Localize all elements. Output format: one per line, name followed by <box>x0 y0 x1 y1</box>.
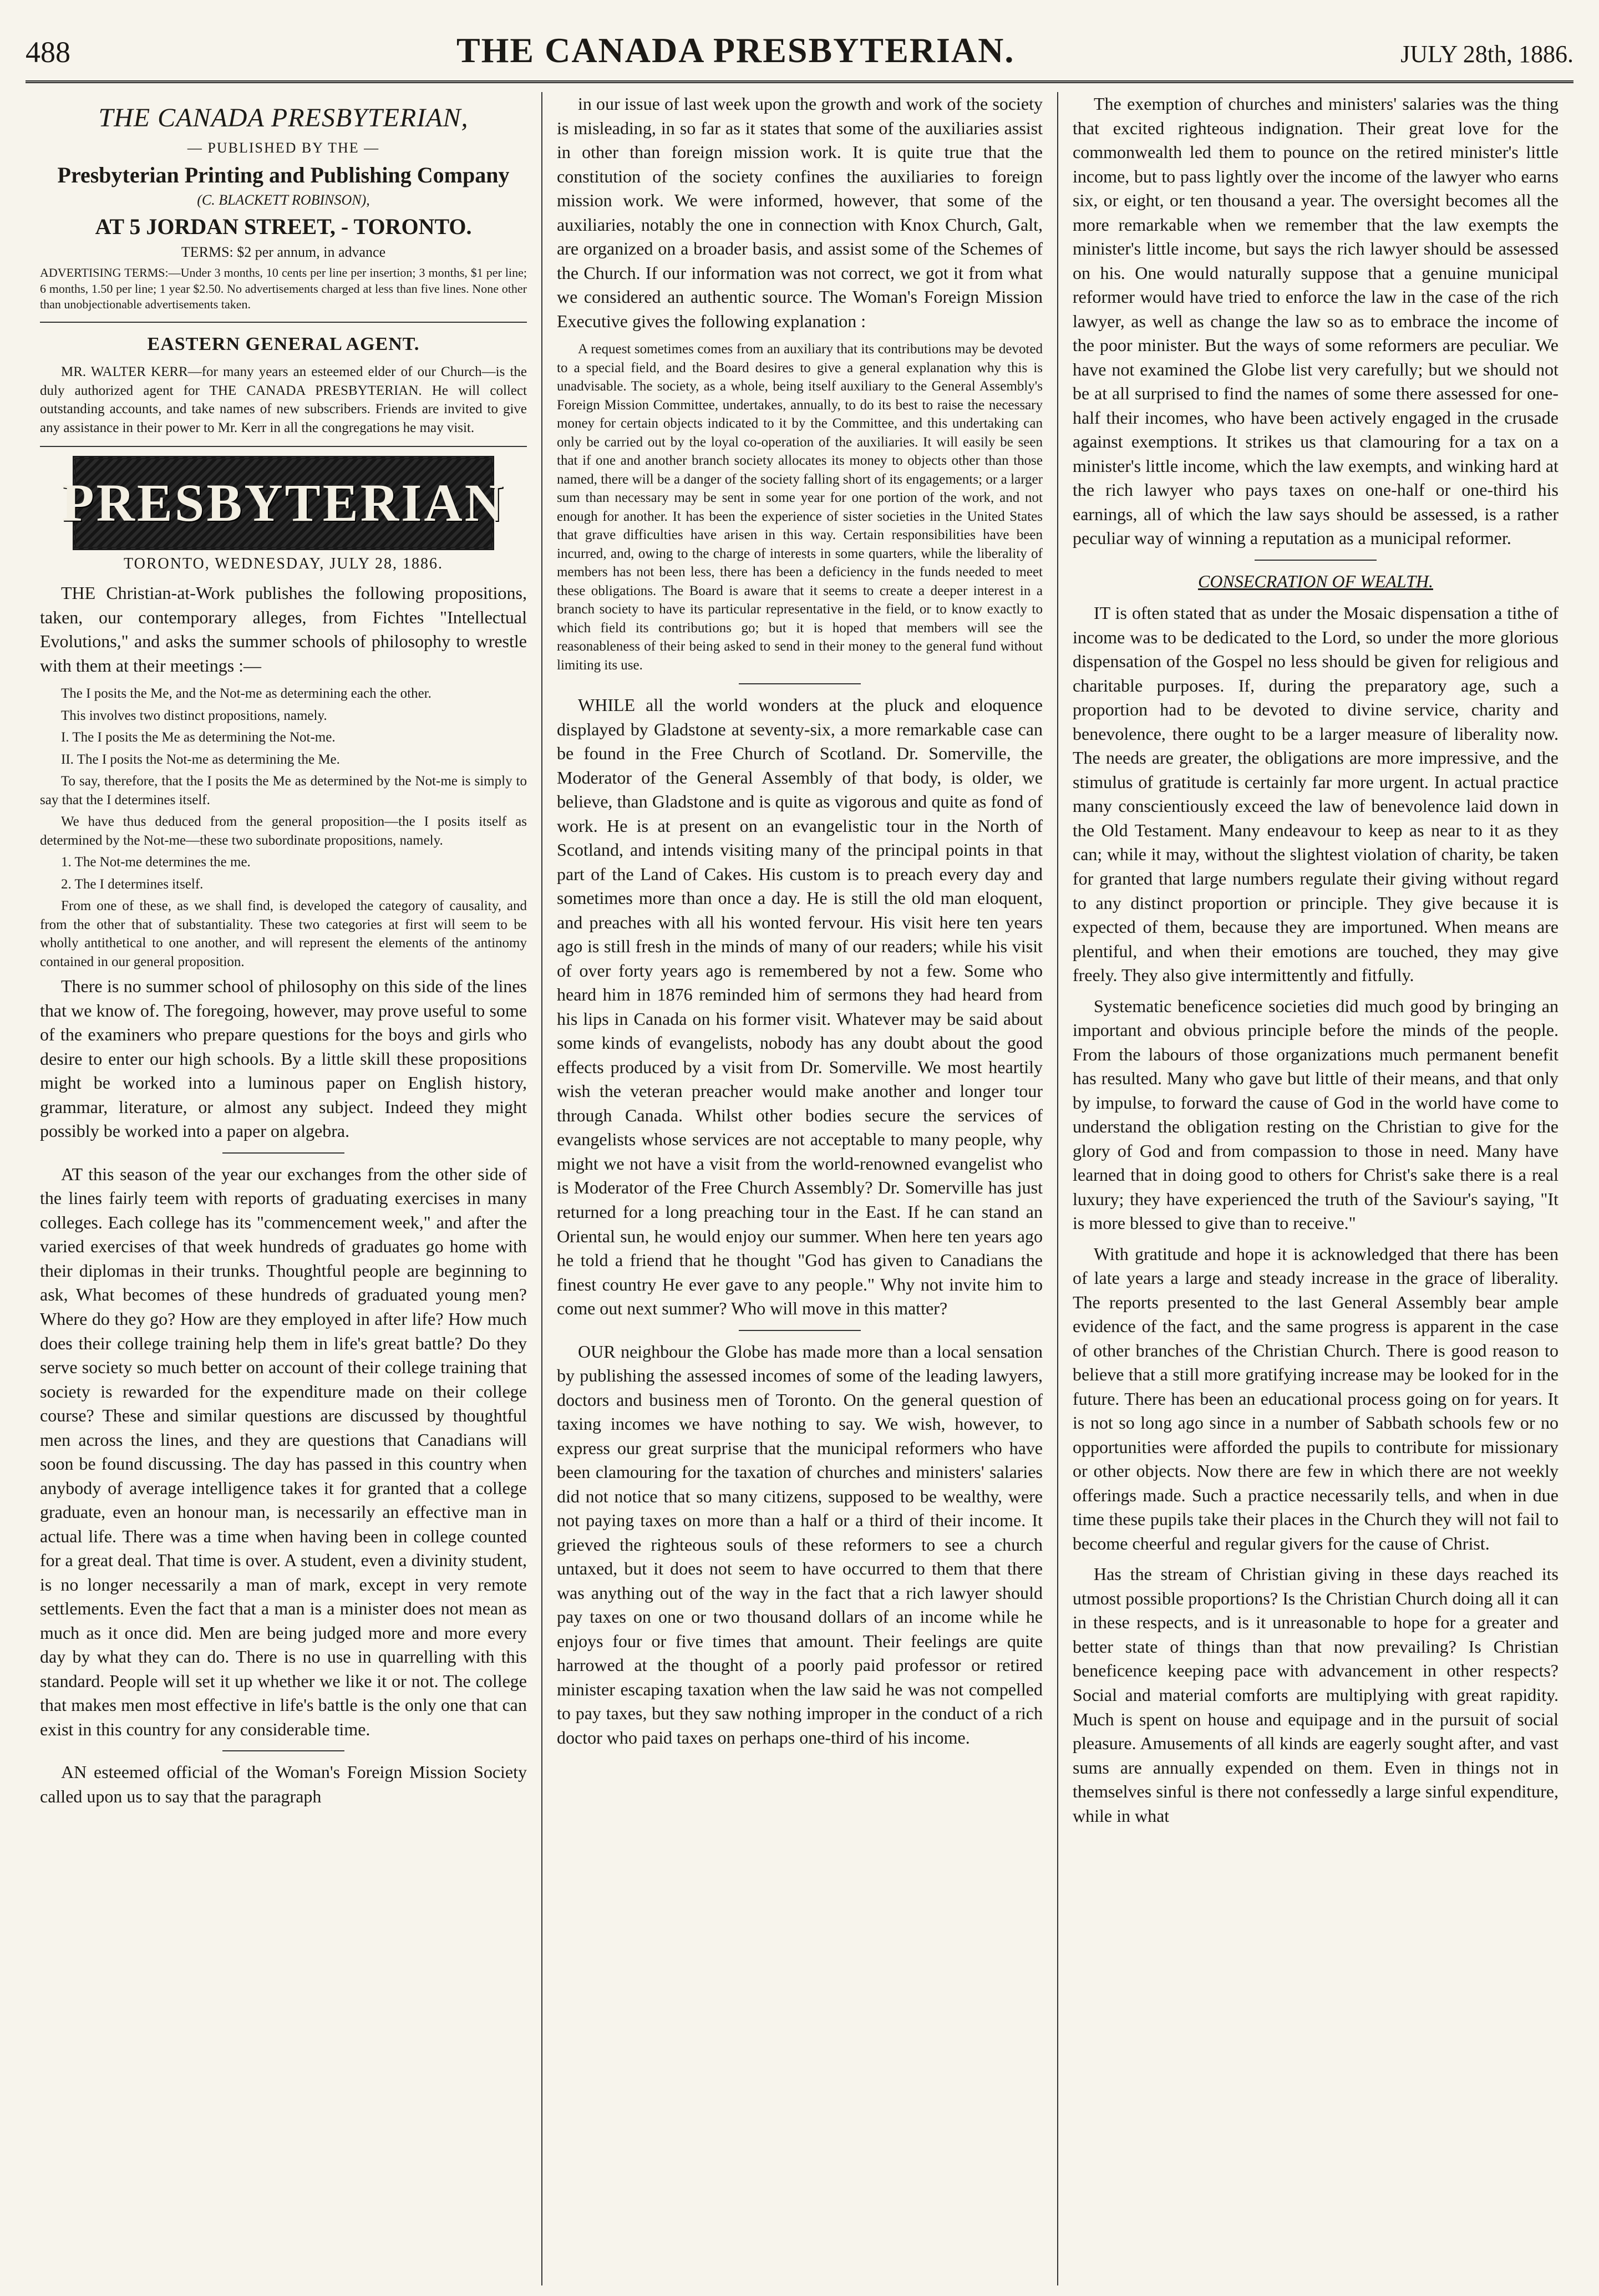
article-fichte-intro: THE Christian-at-Work publishes the following propositions, taken, our contemporary alleges, from Fichtes "Intellectual Evolutions," and asks the summer schools of philosophy to wrestle with them at their meetings :— <box>40 583 527 675</box>
running-title: THE CANADA PRESBYTERIAN. <box>456 31 1015 70</box>
quote-line: The I posits the Me, and the Not-me as determining each the other. <box>61 686 432 702</box>
article-graduates: AT this season of the year our exchanges from the other side of the lines fairly teem with reports of graduating exercises in many colleges. Each college has its "commencement week," and after the varied exercises of that week hundreds of graduates go home with their diplomas in their trunks. Thoughtful people are beginning to ask, What becomes of these hundreds of graduated young men? Where do they go? How are they employed in after life? How much does their college training help them in life's great battle? Do they serve society so much better on account of their college training that society is rewarded for the expenditure made on their college course? These and similar questions are discussed by thoughtful men across the lines, and they are questions that Canadians will soon be found discussing. The day has passed in this country when anybody of average intelligence takes it for granted that a college graduate, even an honour man, is necessarily an effective man in actual life. There was a time when having been in college counted for a great deal. That time is over. A student, even a divinity student, is no longer necessarily a man of mark, except in very remote settlements. Even the fact that a man is a minister does not mean as much as it once did. Men are being judged more and more every day by what they can do. There is no use in quarrelling with this standard. People will set it up whether we like it or not. The college that makes men most effective in life's battle is the only one that can exist in this country for any considerable time. <box>40 1164 527 1739</box>
divider <box>1255 560 1377 561</box>
consecration-paragraph: Systematic beneficence societies did much good by bringing an important and obvious principle before the minds of the people. From the labours of those organizations much permanent benefit has resulted. Many who gave but little of their means, and that only by impulse, to forward the cause of God in the world have come to understand the obligation resting on the Christian to give for the glory of God and from compassion to those in need. Many have learned that in doing good to others for Christ's sake there is a real luxury; they have experienced the truth of the Saviour's saying, "It is more blessed to give than to receive." <box>1073 995 1559 1233</box>
consecration-paragraph: IT is often stated that as under the Mosaic dispensation a tithe of income was to be dedicated to the Lord, so under the more glorious dispensation of the Gospel no less should be given for religious and charitable purposes. If, during the preparatory age, such a proportion had to be devoted to divine service, charity and benevolence, there ought to be a larger measure of liberality now. The needs are greater, the obligations are more impressive, and the stimulus of gratitude is certainly far more urgent. In actual practice many conscientiously exceed the law of benevolence laid down in the Old Testament. Many endeavour to keep as near to it as they can; while it may, without the slightest violation of charity, be taken for granted that large numbers regulate their giving without regard to any distinct proportion or principle. They give because it is expected of them, because they are importuned. When means are plentiful, and when their emotions are touched, they may give freely. They also give intermittently and fitfully. <box>1073 603 1559 986</box>
article-wfms-quote <box>557 340 1043 674</box>
consecration-paragraph: Has the stream of Christian giving in these days reached its utmost possible proportions? Is the Christian Church doing all it can in these respects, and is it unreasonable to hope for a greater and better state of things than that now prevailing? Is Christian beneficence keeping pace with advancement in other respects? Social and material comforts are multiplying with great rapidity. Much is spent on house and equipage and in the pursuit of social pleasure. Amusements of all kinds are eagerly sought after, and vast sums are annually expended on them. Even in things not in themselves sinful is there not confessedly a large sinful expenditure, while in what <box>1073 1564 1559 1826</box>
consecration-paragraph: With gratitude and hope it is acknowledged that there has been of late years a large and steady increase in the grace of liberality. The reports presented to the last General Assembly bear ample evidence of the fact, and the same progress is apparent in the case of other branches of the Christian Church. There is good reason to believe that a still more gratifying increase may be looked for in the future. There has been an educational process going on for years. It is not so long ago since in a number of Sabbath schools few or no opportunities were afforded the pupils to contribute for missionary or other objects. Now there are few in which there are not weekly offerings made. Such a practice necessarily tells, and when in due time these pupils take their places in the Church they will not fail to become cheerful and regular givers for the cause of Christ. <box>1073 1243 1559 1553</box>
quote-line: 1. The Not-me determines the me. <box>61 855 251 870</box>
article-fichte <box>40 581 527 1144</box>
quote-line: We have thus deduced from the general proposition—the I posits itself as determined by the Not-me—these two subordinate propositions, namely. <box>40 814 527 848</box>
publisher-address: AT 5 JORDAN STREET, - TORONTO. <box>95 214 472 240</box>
quote-line: From one of these, as we shall find, is developed the category of causality, and from the other that of substantiality. These two categories at first will seem to be wholly antithetical to one another, and will represent the elements of the antinomy contained in our general proposition. <box>40 898 527 969</box>
article-wfms-cont: in our issue of last week upon the growth and work of the society is misleading, in so far as it states that some of the auxiliaries assist in other than foreign mission work. It is quite true that the constitution of the society confines the auxiliaries to foreign mission work. We were informed, however, that some of the auxiliaries, notably the one in connection with Knox Church, Galt, are organized on a broader basis, and assist some of the Schemes of the Church. If our information was not correct, we got it from what we considered an authentic source. The Woman's Foreign Mission Executive gives the following explanation : <box>557 94 1043 331</box>
quote-line: II. The I posits the Not-me as determining the Me. <box>61 751 340 767</box>
masthead-word: PRESBYTERIAN <box>61 473 506 532</box>
article-fichte-close: There is no summer school of philosophy on this side of the lines that we know of. The foregoing, however, may prove useful to some of the examiners who prepare questions for the boys and girls who desire to enter our high schools. By a little skill these propositions might be worked into a luminous paper on English history, grammar, literature, or almost any subject. Indeed they might possibly be worked into a paper on algebra. <box>40 976 527 1141</box>
issue-date: JULY 28th, 1886. <box>1400 40 1573 68</box>
advertising-terms: ADVERTISING TERMS:—Under 3 months, 10 cents per line per insertion; 3 months, $1 per line; 6 months, 1.50 per line; 1 year $2.50. No advertisements charged at less than five lines. None other than unobjectionable advertisements taken. <box>40 266 527 312</box>
quote-line: I. The I posits the Me as determining the Not-me. <box>61 730 336 745</box>
divider <box>40 322 527 323</box>
article-somerville: WHILE all the world wonders at the pluck and eloquence displayed by Gladstone at seventy-six, a more remarkable case can be found in the Free Church of Scotland. Dr. Somerville, the Moderator of the General Assembly of that body, is older, we believe, than Gladstone and is quite as vigorous and quite as fond of work. He is at present on an evangelistic tour in the North of Scotland, and intends visiting many of the principal points in that part of the Land of Cakes. His custom is to preach every day and sometimes more than once a day. He is still the old man eloquent, and preaches with all his wonted fervour. His visit here ten years ago is still fresh in the minds of many of our readers; while his visit of over forty years ago is remembered by not a few. Some who heard him in 1876 reminded him of sermons they had heard from his lips in Canada on his former visit. Whatever may be said about some kinds of evangelists, nobody has any doubt about the good effects produced by a visit from Dr. Somerville. We most heartily wish the veteran preacher would make another and longer tour through Canada. Whilst other bodies secure the services of evangelists whose services are not acceptable to many people, why might we not have a visit from the world-renowned evangelist who is Moderator of the Free Church Assembly? Dr. Somerville has just returned for a long preaching tour in the East. If he can stand an Oriental sun, he would enjoy our summer. When here ten years ago he told a friend that he thought "God has given to Canadians the finest country He ever gave to any people." Why not invite him to come out next summer? Who will move in this matter? <box>557 695 1043 1319</box>
consecration-heading: CONSECRATION OF WEALTH. <box>1198 571 1433 591</box>
columns <box>26 92 1573 2285</box>
divider <box>739 683 861 684</box>
divider <box>40 446 527 447</box>
running-head <box>26 30 1573 83</box>
article-fichte-quote <box>40 684 527 971</box>
subscription-terms: TERMS: $2 per annum, in advance <box>181 243 386 260</box>
quote-line: To say, therefore, that the I posits the Me as determined by the Not-me is simply to say that the I determines itself. <box>40 774 527 807</box>
divider <box>739 1330 861 1331</box>
dateline: TORONTO, WEDNESDAY, JULY 28, 1886. <box>124 555 443 573</box>
article-globe: OUR neighbour the Globe has made more than a local sensation by publishing the assessed incomes of some of the leading lawyers, doctors and business men of Toronto. On the general question of taxing incomes we have nothing to say. We wish, however, to express our great surprise that the municipal reformers who have been clamouring for the taxation of churches and ministers' salaries did not notice that so many citizens, supposed to be wealthy, were not paying taxes on more than a half or a third of their income. It grieved the righteous souls of these reformers to see a church untaxed, but it does not seem to have occurred to them that there was anything out of the way in the fact that a rich lawyer should pay taxes on one or two thousand dollars of an income while he enjoys four or five times that amount. Their feelings are quite harrowed at the thought of a poorly paid professor or retired minister escaping taxation when the law said he was not compelled to pay taxes, but they saw nothing improper in the conduct of a rich doctor who paid taxes on perhaps one-third of his income. <box>557 1341 1043 1748</box>
divider <box>222 1152 344 1154</box>
publisher-company: Presbyterian Printing and Publishing Company <box>57 162 510 187</box>
page-number: 488 <box>26 35 70 69</box>
agent-notice <box>40 363 527 437</box>
quote-line: 2. The I determines itself. <box>61 876 204 892</box>
quote-line: This involves two distinct propositions, namely. <box>61 708 327 723</box>
agent-heading: EASTERN GENERAL AGENT. <box>147 333 420 354</box>
agent-text: MR. WALTER KERR—for many years an esteemed elder of our Church—is the duly authorized agent for THE CANADA PRESBYTERIAN. He will collect outstanding accounts, and take names of new subscribers. Friends are invited to give any assistance in their power to Mr. Kerr in all the congregations he may visit. <box>40 364 527 435</box>
column-1 <box>26 92 541 2285</box>
article-globe-cont: The exemption of churches and ministers' salaries was the thing that excited righteous indignation. Their great love for the commonwealth led them to pounce on the retired minister's little income, but to pass lightly over the income of the lawyer who earns six, or eight, or ten thousand a year. The oversight becomes all the more remarkable when we remember that the law exempts the minister's little income, but says the rich lawyer should be assessed on his. One would naturally suppose that a genuine municipal reformer would have tried to enforce the law in the case of the rich lawyer, as well as change the law so as to embrace the income of the poor minister. But the ways of some reformers are peculiar. We have not examined the Globe list very carefully; but we should not be at all surprised to find the names of some there assessed for one-half their incomes, who have been actively engaged in the crusade against exemptions. It strikes us that clamouring for a tax on a minister's little income, which the law exempts, and winking hard at the rich lawyer who pays taxes on one-half or one-third his earnings, all of which the law says should be assessed, is a rather peculiar way of winning a reputation as a municipal reformer. <box>1073 94 1559 548</box>
divider <box>222 1750 344 1751</box>
masthead-banner <box>61 456 506 550</box>
publication-title: THE CANADA PRESBYTERIAN, <box>98 103 469 133</box>
column-3 <box>1057 92 1573 2285</box>
published-by: — PUBLISHED BY THE — <box>187 140 380 156</box>
column-2 <box>541 92 1057 2285</box>
article-wfms-start: AN esteemed official of the Woman's Foreign Mission Society called upon us to say that the paragraph <box>40 1762 527 1806</box>
publisher-editor: (C. BLACKETT ROBINSON), <box>197 192 370 209</box>
quote-text: A request sometimes comes from an auxiliary that its contributions may be devoted to a special field, and the Board desires to give a general explanation why this is unadvisable. The society, as a whole, being itself auxiliary to the General Assembly's Foreign Mission Committee, undertakes, annually, to do its best to raise the necessary money for certain objects indicated to it by the Committee, and this undertaking can only be carried out by the loyal co-operation of the auxiliaries. It will easily be seen that if one and another branch society allocates its money to objects other than those named, there will be a danger of the society falling short of its engagements; or a larger sum than necessary may be sent in some year for one portion of the work, and not enough for another. It has been the experience of sister societies in the United States that grave difficulties have arisen in this way. Certain responsibilities have been incurred, and, owing to the charge of interests in some quarters, while the liberality of members has not been less, there has been a deficiency in the funds needed to meet these obligations. The Board is aware that it seems to create a deeper interest in a branch society to have its particular representative in the field, or to know exactly to which field its contributions go; but it is hoped that members will see the reasonableness of their being asked to send in their money to the general fund without limiting its use. <box>557 342 1043 673</box>
